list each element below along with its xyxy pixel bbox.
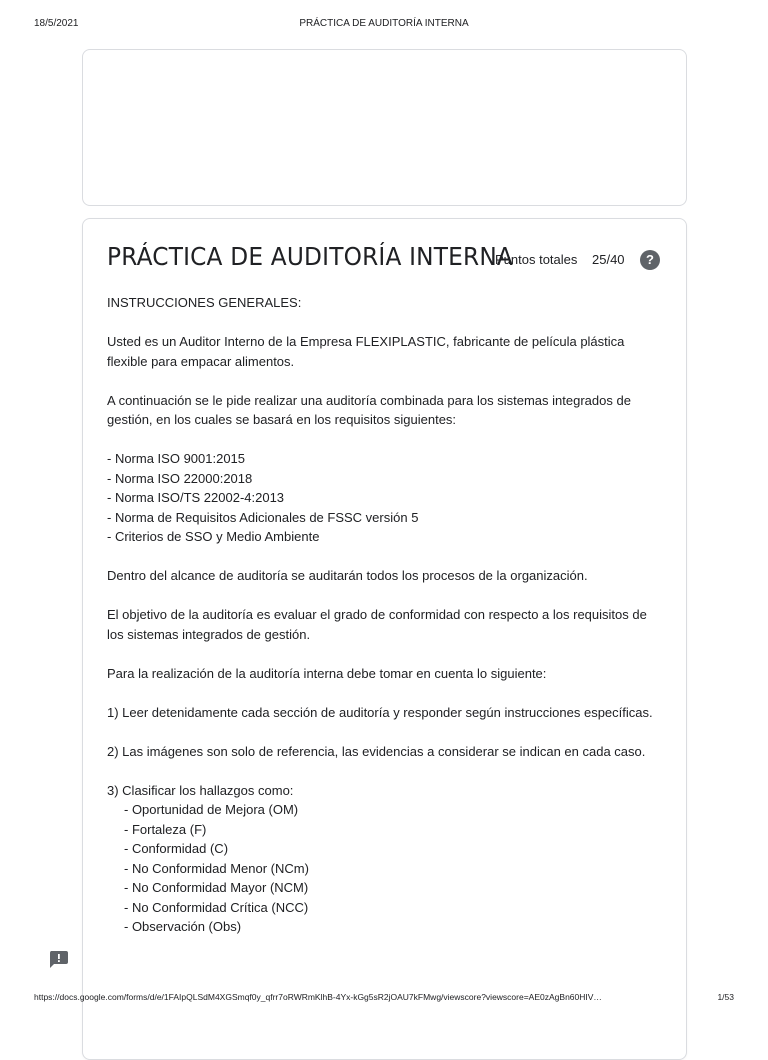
page-url: https://docs.google.com/forms/d/e/1FAIpQLSdM4XGSmqf0y_qfrr7oRWRmKlhB-4Yx-kGg5sR2jOAU7kFMwg/viewscore?viewscore=AE0zAgBn60HIV… <box>34 992 602 1002</box>
form-description <box>107 293 667 937</box>
classification-item: - Oportunidad de Mejora (OM) <box>124 802 299 817</box>
print-date: 18/5/2021 <box>34 18 79 29</box>
print-title: PRÁCTICA DE AUDITORÍA INTERNA <box>299 18 469 29</box>
classification-item: - Conformidad (C) <box>124 841 229 856</box>
numbered-instruction: 3) Clasificar los hallazgos como: <box>107 782 294 798</box>
form-banner <box>82 49 687 206</box>
standard-item: - Criterios de SSO y Medio Ambiente <box>107 529 320 544</box>
total-points-value: 25/40 <box>592 252 625 267</box>
standard-item: - Norma ISO 9001:2015 <box>107 451 246 466</box>
numbered-instruction: 2) Las imágenes son solo de referencia, las evidencias a considerar se indican en cada caso. <box>107 743 646 759</box>
classification-item: - No Conformidad Mayor (NCM) <box>124 880 309 895</box>
description-paragraph: A continuación se le pide realizar una auditoría combinada para los sistemas integrados de gestión, en los cuales se basará en los requisitos siguientes: <box>107 392 631 427</box>
help-icon[interactable]: ? <box>640 250 660 270</box>
page-number: 1/53 <box>717 992 734 1002</box>
description-paragraph: Dentro del alcance de auditoría se auditarán todos los procesos de la organización. <box>107 568 588 583</box>
standard-item: - Norma de Requisitos Adicionales de FSSC versión 5 <box>107 509 419 525</box>
numbered-instruction: 1) Leer detenidamente cada sección de auditoría y responder según instrucciones específicas. <box>107 704 653 720</box>
print-footer <box>34 992 734 1006</box>
report-issue-icon[interactable] <box>49 951 68 968</box>
total-points-label: Puntos totales <box>495 252 578 267</box>
form-title: PRÁCTICA DE AUDITORÍA INTERNA <box>107 242 514 271</box>
classification-item: - Observación (Obs) <box>124 919 242 934</box>
classification-item: - Fortaleza (F) <box>124 821 207 837</box>
description-paragraph: Para la realización de la auditoría interna debe tomar en cuenta lo siguiente: <box>107 665 547 681</box>
description-paragraph: El objetivo de la auditoría es evaluar el grado de conformidad con respecto a los requisitos de los sistemas integrados de gestión. <box>107 607 647 642</box>
description-paragraph: Usted es un Auditor Interno de la Empresa FLEXIPLASTIC, fabricante de película plástica flexible para empacar alimentos. <box>107 334 625 369</box>
classification-item: - No Conformidad Menor (NCm) <box>124 860 309 876</box>
standard-item: - Norma ISO 22000:2018 <box>107 470 253 486</box>
classification-item: - No Conformidad Crítica (NCC) <box>124 899 309 915</box>
standard-item: - Norma ISO/TS 22002-4:2013 <box>107 490 285 505</box>
form-header-card <box>82 218 687 1060</box>
instructions-heading: INSTRUCCIONES GENERALES: <box>107 295 302 310</box>
print-header <box>34 18 734 32</box>
